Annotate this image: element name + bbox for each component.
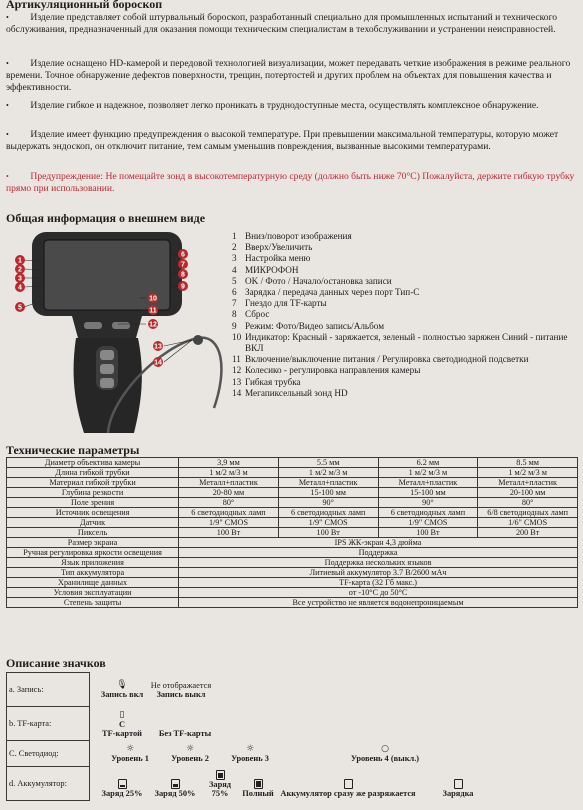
callout-2: 2 bbox=[18, 266, 22, 274]
battery-state bbox=[238, 779, 278, 798]
intro-paragraph-2: • Изделие оснащено HD-камерой и передовой технологией визуализации, может передавать четкие изображения в режиме реального времени. Точное обнаружение дефектов поверхности, трещин, потертостей и других проблем на объектах для повышения качества и эффективности. bbox=[6, 58, 571, 94]
record-label: a. Запись: bbox=[7, 673, 90, 707]
specs-cell: Металл+пластик bbox=[478, 478, 578, 488]
specs-merged-value: IPS ЖК-экран 4,3 дюйма bbox=[179, 538, 578, 548]
specs-cell: 6 светодиодных ламп bbox=[378, 508, 478, 518]
icons-title: Описание значков bbox=[6, 656, 106, 670]
specs-merged-value: TF-карта (32 Гб макс.) bbox=[179, 578, 578, 588]
feature-item: 3 Настройка меню bbox=[232, 253, 311, 264]
specs-cell: 1/6" CMOS bbox=[478, 518, 578, 528]
specs-row-label: Ручная регулировка яркости освещения bbox=[7, 548, 179, 558]
callout-10: 10 bbox=[149, 295, 157, 303]
battery-icon bbox=[171, 779, 180, 789]
callout-11: 11 bbox=[149, 307, 157, 315]
specs-table bbox=[6, 457, 578, 608]
specs-cell: 20-80 мм bbox=[179, 488, 279, 498]
specs-cell: 90° bbox=[378, 498, 478, 508]
battery-icon bbox=[216, 770, 225, 780]
feature-list bbox=[232, 231, 577, 399]
specs-row-label: Язык приложения bbox=[7, 558, 179, 568]
feature-item: 11 Включение/выключение питания / Регулировка светодиодной подсветки bbox=[232, 354, 529, 365]
specs-cell: 1/9" CMOS bbox=[378, 518, 478, 528]
specs-cell: 15-100 мм bbox=[278, 488, 378, 498]
specs-cell: 6 светодиодных ламп bbox=[179, 508, 279, 518]
callout-9: 9 bbox=[181, 283, 185, 291]
battery-state-label: Заряд 50% bbox=[154, 788, 196, 798]
battery-state bbox=[418, 779, 498, 798]
specs-cell: 5.5 мм bbox=[278, 458, 378, 468]
specs-row-label: Длина гибкой трубки bbox=[7, 468, 179, 478]
feature-item: 4 МИКРОФОН bbox=[232, 264, 299, 275]
specs-cell: 1 м/2 м/3 м bbox=[179, 468, 279, 478]
led-level-1: ☼ Уровень 1 bbox=[111, 744, 149, 763]
specs-row bbox=[7, 528, 578, 538]
specs-row-label: Поле зрения bbox=[7, 498, 179, 508]
specs-row bbox=[7, 558, 578, 568]
feature-item: 12 Колесико - регулировка направления камеры bbox=[232, 365, 421, 376]
bulb-off-icon: ○ bbox=[381, 744, 389, 754]
specs-merged-value: от -10°C до 50°C bbox=[179, 588, 578, 598]
tf-label: b. TF-карта: bbox=[7, 707, 90, 741]
battery-label: d. Аккумулятор: bbox=[7, 767, 90, 801]
record-on: 🎙 Запись вкл bbox=[100, 680, 144, 699]
specs-cell: 20-100 мм bbox=[478, 488, 578, 498]
specs-row-label: Материал гибкой трубки bbox=[7, 478, 179, 488]
microphone-icon: 🎙 bbox=[116, 680, 128, 690]
battery-state bbox=[202, 770, 238, 798]
specs-cell: 80° bbox=[179, 498, 279, 508]
specs-cell: 100 Вт bbox=[179, 528, 279, 538]
battery-state bbox=[278, 779, 418, 798]
specs-cell: 1/9" CMOS bbox=[179, 518, 279, 528]
intro-paragraph-4: • Изделие имеет функцию предупреждения о высокой температуре. При превышении максимальной температуры, которую может выдержать эндоскоп, он отключит питание, тем самым уменьшив повреждения, вызванные высокими температурами. bbox=[6, 129, 559, 153]
battery-state-label: Зарядка bbox=[442, 788, 474, 798]
specs-cell: 3,9 мм bbox=[179, 458, 279, 468]
specs-cell: 200 Вт bbox=[478, 528, 578, 538]
sd-card-icon: ▯ bbox=[119, 709, 125, 720]
overview-section bbox=[0, 228, 583, 438]
intro-paragraph-3: • Изделие гибкое и надежное, позволяет легко проникать в труднодоступные места, осуществлять комплексное обнаружение. bbox=[6, 100, 539, 111]
battery-state-label: Аккумулятор сразу же разряжается bbox=[280, 788, 416, 798]
feature-item: 2 Вверх/Увеличить bbox=[232, 242, 313, 253]
specs-row bbox=[7, 478, 578, 488]
specs-row-label: Степень защиты bbox=[7, 598, 179, 608]
specs-row bbox=[7, 548, 578, 558]
battery-state bbox=[96, 779, 148, 798]
specs-title: Технические параметры bbox=[6, 443, 140, 457]
borescope-diagram bbox=[0, 228, 230, 438]
led-label: C. Светодиод: bbox=[7, 741, 90, 767]
icon-row-tf bbox=[7, 707, 578, 741]
specs-cell: 100 Вт bbox=[278, 528, 378, 538]
icons-table bbox=[6, 672, 578, 801]
battery-icon bbox=[344, 779, 353, 789]
specs-cell: 15-100 мм bbox=[378, 488, 478, 498]
battery-icon bbox=[254, 779, 263, 789]
specs-cell: Металл+пластик bbox=[278, 478, 378, 488]
overview-title: Общая информация о внешнем виде bbox=[6, 211, 206, 225]
feature-item: 7 Гнездо для TF-карты bbox=[232, 298, 327, 309]
specs-row-label: Тип аккумулятора bbox=[7, 568, 179, 578]
warning-text: • Предупреждение: Не помещайте зонд в высокотемпературную среду (должно быть ниже 70°C) Пожалуйста, держите гибкую трубку прямо при использовании. bbox=[6, 171, 575, 195]
specs-row-label: Условия эксплуатации bbox=[7, 588, 179, 598]
specs-cell: 8.5 мм bbox=[478, 458, 578, 468]
icon-row-battery bbox=[7, 767, 578, 801]
specs-cell: 1 м/2 м/3 м bbox=[378, 468, 478, 478]
specs-merged-value: Литиевый аккумулятор 3.7 В/2600 мАч bbox=[179, 568, 578, 578]
bulb-icon: ☼ bbox=[125, 744, 135, 754]
intro-title: Артикуляционный бороскоп bbox=[6, 0, 163, 11]
specs-row-label: Датчик bbox=[7, 518, 179, 528]
record-off: Не отображается Запись выкл bbox=[150, 681, 212, 699]
battery-icon bbox=[454, 779, 463, 789]
specs-merged-value: Поддержка нескольких языков bbox=[179, 558, 578, 568]
specs-row bbox=[7, 468, 578, 478]
callout-4: 4 bbox=[18, 284, 22, 292]
bulb-icon: ☼ bbox=[185, 744, 195, 754]
callout-13: 13 bbox=[154, 343, 162, 351]
specs-cell: Металл+пластик bbox=[378, 478, 478, 488]
callout-6: 6 bbox=[181, 251, 185, 259]
feature-item: 5 OK / Фото / Начало/остановка записи bbox=[232, 275, 392, 286]
led-level-2: ☼ Уровень 2 bbox=[171, 744, 209, 763]
specs-merged-value: Все устройство не является водонепроницаемым bbox=[179, 598, 578, 608]
feature-item: 6 Зарядка / передача данных через порт Тип-С bbox=[232, 287, 420, 298]
specs-cell: 90° bbox=[278, 498, 378, 508]
specs-merged-value: Поддержка bbox=[179, 548, 578, 558]
battery-icon bbox=[118, 779, 127, 789]
intro-paragraph-1: • Изделие представляет собой штурвальный бороскоп, разработанный специально для промышленных испытаний и технического обслуживания, предназначенный для оказания помощи техническим специалистам в техобслуживании и устранении неисправностей. bbox=[6, 12, 558, 36]
bulb-icon: ☼ bbox=[245, 744, 255, 754]
feature-item: 9 Режим: Фото/Видео запись/Альбом bbox=[232, 320, 385, 331]
specs-row-label: Пиксель bbox=[7, 528, 179, 538]
specs-cell: 1 м/2 м/3 м bbox=[478, 468, 578, 478]
feature-item: 10 Индикатор: Красный - заряжается, зеленый - полностью заряжен Синий - питание ВКЛ bbox=[232, 331, 568, 354]
specs-row-label: Глубина резкости bbox=[7, 488, 179, 498]
battery-state bbox=[148, 779, 202, 798]
led-level-3: ☼ Уровень 3 bbox=[231, 744, 269, 763]
specs-cell: Металл+пластик bbox=[179, 478, 279, 488]
led-level-4: ○ Уровень 4 (выкл.) bbox=[350, 744, 420, 763]
specs-row bbox=[7, 538, 578, 548]
specs-cell: 1 м/2 м/3 м bbox=[278, 468, 378, 478]
callout-3: 3 bbox=[18, 275, 22, 283]
specs-row bbox=[7, 598, 578, 608]
specs-row bbox=[7, 458, 578, 468]
specs-row-label: Источник освещения bbox=[7, 508, 179, 518]
specs-cell: 100 Вт bbox=[378, 528, 478, 538]
icon-row-led bbox=[7, 741, 578, 767]
battery-state-label: Заряд 75% bbox=[208, 779, 232, 798]
specs-row bbox=[7, 518, 578, 528]
callout-14: 14 bbox=[154, 359, 162, 367]
feature-item: 13 Гибкая трубка bbox=[232, 376, 301, 387]
specs-row bbox=[7, 498, 578, 508]
tf-card-present: ▯ C TF-картой bbox=[102, 709, 142, 738]
specs-cell: 1/9" CMOS bbox=[278, 518, 378, 528]
callout-8: 8 bbox=[181, 271, 185, 279]
callout-12: 12 bbox=[149, 321, 157, 329]
icon-row-record bbox=[7, 673, 578, 707]
specs-row bbox=[7, 488, 578, 498]
specs-row bbox=[7, 588, 578, 598]
battery-state-label: Полный bbox=[242, 788, 274, 798]
feature-item: 1 Вниз/поворот изображения bbox=[232, 231, 352, 241]
specs-row-label: Хранилище данных bbox=[7, 578, 179, 588]
specs-cell: 6.2 мм bbox=[378, 458, 478, 468]
specs-row bbox=[7, 578, 578, 588]
callout-7: 7 bbox=[181, 261, 185, 269]
specs-row bbox=[7, 508, 578, 518]
feature-item: 14 Мегапиксельный зонд HD bbox=[232, 387, 348, 398]
specs-row-label: Диаметр объектива камеры bbox=[7, 458, 179, 468]
callout-1: 1 bbox=[18, 257, 22, 265]
feature-item: 8 Сброс bbox=[232, 309, 270, 320]
specs-cell: 6/8 светодиодных ламп bbox=[478, 508, 578, 518]
battery-state-label: Заряд 25% bbox=[101, 788, 143, 798]
specs-row bbox=[7, 568, 578, 578]
specs-cell: 6 светодиодных ламп bbox=[278, 508, 378, 518]
callout-5: 5 bbox=[18, 304, 22, 312]
specs-row-label: Размер экрана bbox=[7, 538, 179, 548]
specs-cell: 80° bbox=[478, 498, 578, 508]
tf-card-absent: Без TF-карты bbox=[158, 728, 212, 738]
